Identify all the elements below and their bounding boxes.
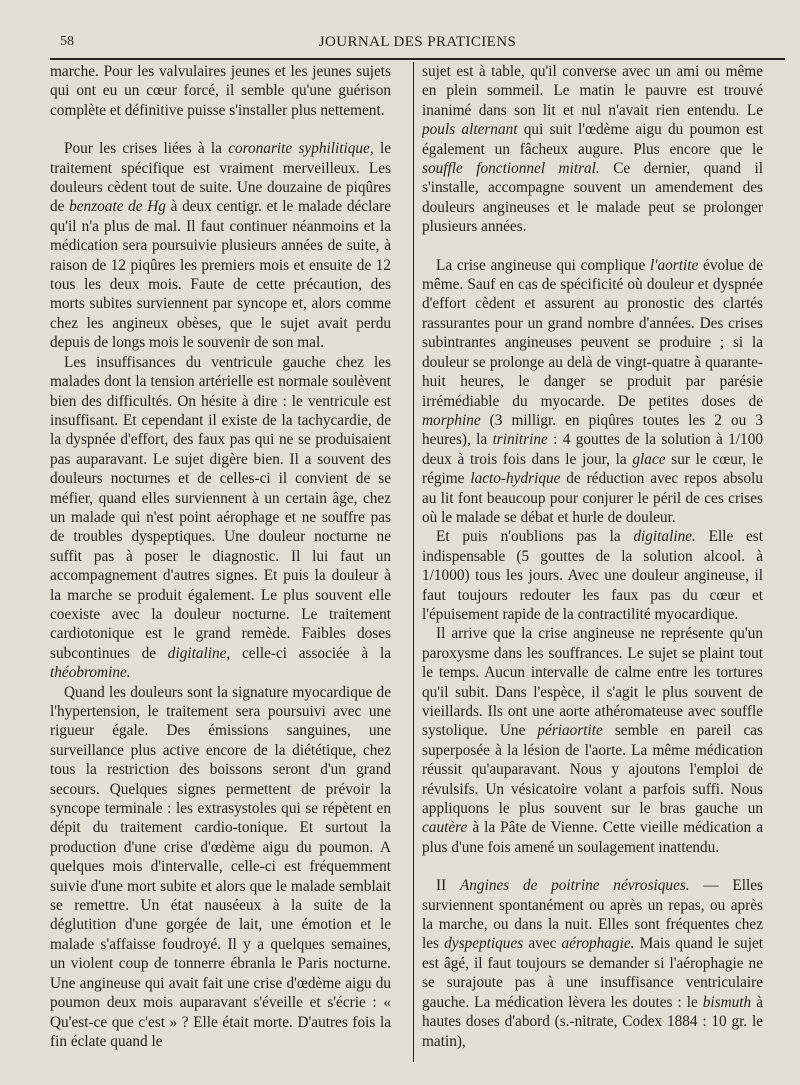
text-run: La crise angineuse qui complique <box>436 256 650 274</box>
text-run: Ce dernier, quand il s'installe, accompagne souvent un amendement des douleurs angineuses et le malade peut se prolonger plusieurs années. <box>422 160 763 236</box>
text-run: Et puis n'oublions pas la <box>436 528 634 546</box>
emphasis: souffle fonctionnel mitral. <box>422 160 600 178</box>
paragraph <box>50 139 391 352</box>
paragraph: Quand les douleurs sont la signature myocardique de l'hypertension, le traitement sera poursuivi avec une rigueur égale. Des émissions sanguines, une surveillance plus active encore de la diététique, chez tous la restriction des boissons seront d'un grand secours. Quelques signes permettent de prévoir la syncope terminale : les extrasystoles qui se répètent en dépit du traitement cardio-tonique. Et surtout la production d'une crise d'œdème aigu du poumon. A quelques mois d'intervalle, celle-ci est fréquemment suivie d'une mort subite et alors que le malade semblait se remettre. Un état nauséeux à la suite de la déglutition d'une gorgée de lait, une émotion et le malade s'affaisse foudroyé. Il y a quelques semaines, un violent coup de tonnerre ébranla le Paris nocturne. Une angineuse qui avait fait une crise d'œdème aigu du poumon deux mois auparavant s'éveille et s'écrie : « Qu'est-ce que c'est » ? Elle était morte. D'autres fois la fin éclate quand le <box>50 683 391 1050</box>
text-run: le traitement spécifique est vraiment merveilleux. Les douleurs cèdent tout de suite. Une douzaine de piqûres de <box>50 140 391 216</box>
text-run: (3 milligr. en piqûres toutes les 2 ou 3 heures), la <box>422 411 763 449</box>
text-run: à deux centigr. et le malade déclare qu'il n'a plus de mal. Il faut continuer néanmoins et la médication sera poursuivie plusieurs années de suite, à raison de 12 piqûres les premiers mois et ensuite de 12 tous les deux mois. Faute de cette précaution, des morts subites surviennent par syncope et, alors comme chez les angineux obèses, que le sujet avait perdu depuis de longs mois le souvenir de son mal. <box>50 198 391 352</box>
text-run: semble en pareil cas superposée à la lésion de l'aorte. La même médication réussit qu'auparavant. Nous y ajoutons l'emploi de révulsifs. Un vésicatoire volant a parfois suffi. Nous appliquons le plus souvent sur le bras gauche un <box>422 722 763 818</box>
text-run: sujet est à table, qu'il converse avec un ami ou même en plein sommeil. Le matin le pauvre est trouvé inanimé dans son lit et nul n'avait rien entendu. Le <box>422 63 763 119</box>
emphasis: aérophagie. <box>561 935 635 953</box>
section-paragraph <box>422 876 763 1051</box>
paragraph: marche. Pour les valvulaires jeunes et les jeunes sujets qui ont eu un cœur forcé, il semble qu'une guérison complète et définitive puisse s'installer plus nettement. <box>50 63 391 119</box>
text-run: qui suit l'œdème aigu du poumon est également un fâcheux augure. Plus encore que le <box>422 121 763 158</box>
emphasis: digitaline. <box>633 528 696 546</box>
paragraph <box>422 527 763 624</box>
emphasis: théobromine. <box>50 664 131 682</box>
text-run: — Elles surviennent spontanément ou après un repas, ou après la marche, ou dans la nuit. Elles sont fréquentes chez les <box>422 877 763 953</box>
text-run: Mais quand le sujet est âgé, il faut toujours se demander si l'aérophagie ne se surajoute pas à une insuffisance ventriculaire gauche. La médication lèvera les doutes : le <box>422 935 763 1011</box>
page-number: 58 <box>60 34 74 49</box>
text-run: sur le cœur, le régime <box>422 450 763 488</box>
emphasis: bismuth <box>702 993 752 1011</box>
emphasis: coronarite syphilitique, <box>228 140 374 158</box>
emphasis: cautère <box>422 819 468 837</box>
emphasis: dyspeptiques <box>444 935 524 953</box>
column-divider <box>413 62 414 1062</box>
text-run: de réduction avec repos absolu au lit font beaucoup pour conjurer le péril de ces crises où le malade se débat et hurle de douleur. <box>422 470 763 526</box>
emphasis: périaortite <box>537 722 603 740</box>
emphasis: benzoate de Hg <box>69 198 166 216</box>
paragraph <box>422 62 763 237</box>
emphasis: trinitrine <box>492 431 548 449</box>
text-run: Pour les crises liées à la <box>64 140 229 158</box>
text-run: Il arrive que la crise angineuse ne représente qu'un paroxysme dans les souffrances. Le sujet se plaint tout le temps. Aucun intervalle de calme entre les tortures qu'il subit. Dans l'espèce, il s'agit le plus souvent de vieillards. Ils ont une aorte athéromateuse avec souffle systolique. Une <box>422 625 763 740</box>
text-run: Les insuffisances du ventricule gauche chez les malades dont la tension artérielle est normale soulèvent bien des difficultés. On hésite à dire : le ventricule est insuffisant. Et cependant il existe de la tachycardie, de la dyspnée d'effort, des faux pas qui ne se produisaient pas auparavant. Le sujet digère bien. Il a souvent des douleurs nocturnes et de celles-ci il convient de se méfier, quand elles surviennent à un certain âge, chez un malade qui n'est point aérophage et ne souffre pas de troubles dyspeptiques. Une douleur nocturne ne suffit pas à poser le diagnostic. Il lui faut un accompagnement d'autres signes. Et puis la douleur à la marche se produit également. Le plus souvent elle coexiste avec la douleur nocturne. Le traitement cardiotonique est le grand remède. Faibles doses subcontinues de <box>50 353 391 662</box>
text-run: à hautes doses d'abord (s.-nitrate, Codex 1884 : 10 gr. le matin), <box>422 993 763 1050</box>
emphasis: pouls alternant <box>422 121 518 139</box>
text-run: évolue de même. Sauf en cas de spécificité où douleur et dyspnée d'effort cèdent et assurent au pronostic des clartés rassurantes pour un grand nombre d'années. Des crises subintrantes angineuses peuvent se produire ; si la douleur se prolonge au delà de vingt-quatre à quarante-huit heures, le danger se produit par parésie irrémédiable du myocarde. De petites doses de <box>422 256 763 410</box>
paragraph <box>50 353 391 683</box>
paragraph-gap <box>422 857 763 876</box>
paragraph-gap <box>422 237 763 256</box>
header-rule <box>50 58 785 60</box>
text-run: celle-ci associée à la <box>230 644 391 662</box>
right-column <box>422 62 763 1077</box>
emphasis: morphine <box>422 411 481 429</box>
section-heading: Angines de poitrine névrosiques. <box>459 877 690 895</box>
text-run: avec <box>523 935 562 953</box>
text-run: à la Pâte de Vienne. Cette vieille médication a plus d'une fois amené un soulagement inattendu. <box>422 819 763 856</box>
emphasis: lacto-hydrique <box>470 470 561 488</box>
running-title: JOURNAL DES PRATICIENS <box>318 34 517 50</box>
paragraph-gap <box>50 120 391 139</box>
emphasis: l'aortite <box>649 256 699 274</box>
page-header <box>50 34 785 56</box>
left-column <box>50 62 391 1077</box>
text-run: : 4 gouttes de la solution à 1/100 deux à trois fois dans le jour, la <box>422 431 763 468</box>
text-run: Elle est indispensable (5 gouttes de la solution alcool. à 1/1000) tous les jours. Avec une douleur angineuse, il faut toujours redouter les faux pas du cœur et l'épuisement rapide de la contractilité myocardique. <box>422 528 763 623</box>
emphasis: glace <box>632 450 666 468</box>
paragraph <box>422 624 763 857</box>
text-run: II <box>436 877 460 895</box>
paragraph <box>422 256 763 528</box>
emphasis: digitaline, <box>167 644 231 662</box>
